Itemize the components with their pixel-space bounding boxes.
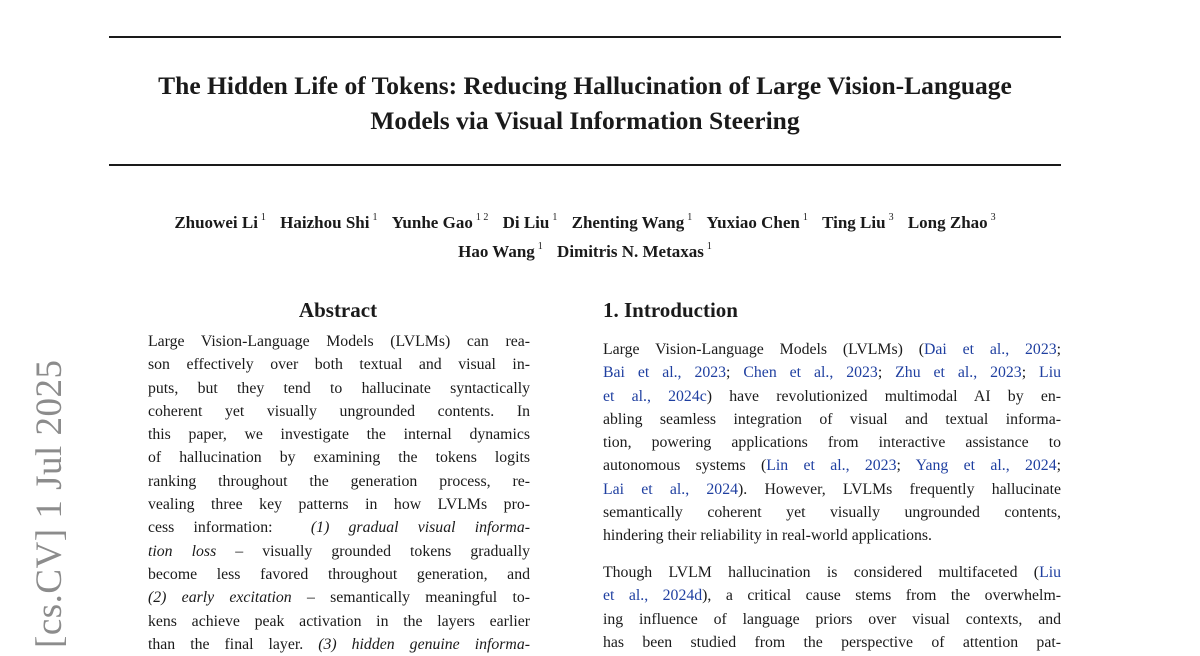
text-line: ing influence of language priors over visual contexts, and bbox=[603, 610, 1061, 628]
author-line-2 bbox=[60, 235, 1110, 264]
title-line-2: Models via Visual Information Steering bbox=[370, 106, 800, 135]
text-line: Large Vision-Language Models (LVLMs) (Dai et al., 2023; bbox=[603, 341, 1062, 358]
citation-link[interactable]: Zhu et al., 2023 bbox=[895, 364, 1022, 382]
text-line: et al., 2024c) have revolutionized multimodal AI by en- bbox=[603, 387, 1061, 405]
abstract-line: (2) early excitation – semantically meaningful to- bbox=[148, 589, 531, 607]
abstract-line: vealing three key patterns in how LVLMs pro- bbox=[148, 496, 530, 514]
abstract-line: coherent yet visually ungrounded contents. In bbox=[148, 402, 530, 420]
abstract-body bbox=[148, 330, 530, 656]
citation-link[interactable]: Yang et al., 2024 bbox=[915, 457, 1057, 475]
citation-link[interactable]: Chen et al., 2023 bbox=[743, 364, 878, 382]
author: Haizhou Shi $^1$ bbox=[280, 212, 378, 232]
intro-paragraph-2 bbox=[603, 561, 1061, 654]
title-top-rule bbox=[109, 36, 1061, 38]
author-line-1 bbox=[60, 206, 1110, 235]
abstract-line: become less favored throughout generation, and bbox=[148, 565, 530, 583]
text-line: Lai et al., 2024). However, LVLMs frequently hallucinate bbox=[603, 480, 1061, 498]
text-line: autonomous systems (Lin et al., 2023; Yang et al., 2024; bbox=[603, 457, 1061, 475]
text-line: abling seamless integration of visual and textual informa- bbox=[603, 410, 1061, 428]
author: Zhenting Wang $^1$ bbox=[571, 212, 693, 232]
arxiv-stamp: [cs.CV] 1 Jul 2025 bbox=[29, 359, 70, 648]
paper-title bbox=[60, 68, 1110, 138]
abstract-line: tion loss – visually grounded tokens gradually bbox=[148, 542, 530, 560]
citation-link[interactable]: Lin et al., 2023 bbox=[766, 457, 897, 475]
author: Dimitris N. Metaxas $^1$ bbox=[557, 241, 712, 261]
introduction-heading: 1. Introduction bbox=[603, 298, 738, 322]
author: Zhuowei Li $^1$ bbox=[174, 212, 266, 232]
citation-link[interactable]: et al., 2024d bbox=[603, 587, 703, 605]
author-list bbox=[60, 206, 1110, 264]
citation-link[interactable]: Liu bbox=[1039, 364, 1061, 382]
text-line: Though LVLM hallucination is considered multifaceted (Liu bbox=[603, 564, 1061, 581]
author: Yuxiao Chen $^1$ bbox=[706, 212, 808, 232]
citation-link[interactable]: et al., 2024c bbox=[603, 387, 707, 405]
text-line: et al., 2024d), a critical cause stems from the overwhelm- bbox=[603, 587, 1061, 605]
abstract-line: cess information: (1) gradual visual informa- bbox=[148, 519, 530, 537]
citation-link[interactable]: Liu bbox=[1039, 564, 1061, 581]
title-bottom-rule bbox=[109, 164, 1061, 166]
title-line-1: The Hidden Life of Tokens: Reducing Hallucination of Large Vision-Language bbox=[158, 71, 1012, 100]
author: Yunhe Gao $^{1 2}$ bbox=[391, 212, 489, 232]
abstract-heading: Abstract bbox=[298, 298, 378, 322]
abstract-line: puts, but they tend to hallucinate syntactically bbox=[148, 379, 530, 397]
text-line: hindering their reliability in real-world applications. bbox=[603, 527, 933, 545]
abstract-line: son effectively over both textual and visual in- bbox=[148, 356, 530, 374]
author: Ting Liu $^3$ bbox=[822, 212, 894, 232]
abstract-line: of hallucination by examining the tokens logits bbox=[148, 449, 530, 467]
abstract-line: this paper, we investigate the internal dynamics bbox=[148, 426, 530, 444]
citation-link[interactable]: Dai et al., 2023 bbox=[923, 341, 1057, 358]
author: Long Zhao $^3$ bbox=[907, 212, 996, 232]
author: Hao Wang $^1$ bbox=[458, 241, 543, 261]
abstract-line: ranking throughout the generation process, re- bbox=[148, 472, 530, 490]
citation-link[interactable]: Bai et al., 2023 bbox=[603, 364, 727, 382]
abstract-line: than the final layer. (3) hidden genuine informa- bbox=[148, 635, 530, 653]
citation-link[interactable]: Lai et al., 2024 bbox=[603, 480, 739, 498]
author: Di Liu $^1$ bbox=[502, 212, 558, 232]
text-line: tion, powering applications from interactive assistance to bbox=[603, 434, 1061, 452]
intro-paragraph-1 bbox=[603, 338, 1061, 548]
text-line: has been studied from the perspective of attention pat- bbox=[603, 633, 1061, 651]
text-line: semantically coherent yet visually ungrounded contents, bbox=[603, 504, 1061, 522]
abstract-line: kens achieve peak activation in the layers earlier bbox=[148, 612, 530, 630]
text-line: Bai et al., 2023; Chen et al., 2023; Zhu et al., 2023; Liu bbox=[603, 364, 1061, 382]
abstract-line: Large Vision-Language Models (LVLMs) can rea- bbox=[148, 333, 530, 350]
